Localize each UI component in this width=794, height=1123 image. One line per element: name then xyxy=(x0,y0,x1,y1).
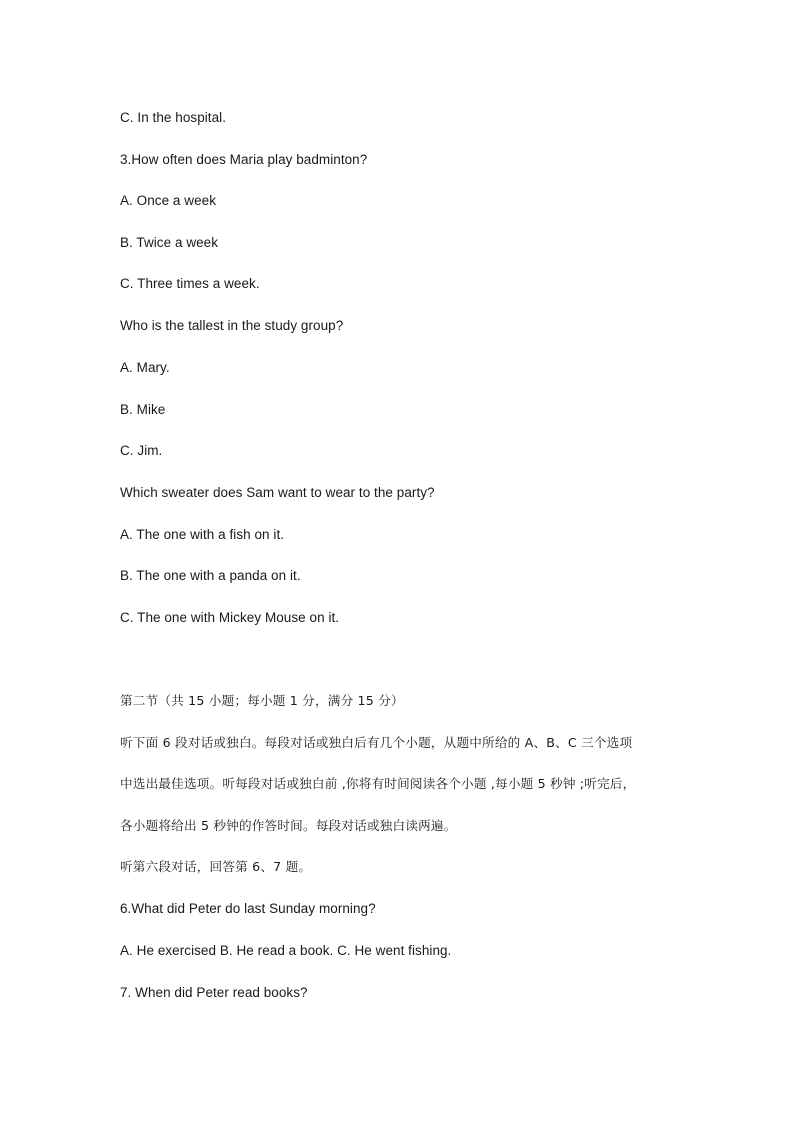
q5-question: Which sweater does Sam want to wear to the party? xyxy=(120,485,435,500)
q2-option-c: C. In the hospital. xyxy=(120,110,227,125)
q6-question: 6.What did Peter do last Sunday morning? xyxy=(120,901,376,916)
instructions-line-1: 听下面 6 段对话或独白。每段对话或独白后有几个小题，从题中所给的 A、B、C 三个选项 xyxy=(120,735,633,750)
q5-option-c: C. The one with Mickey Mouse on it. xyxy=(120,610,340,625)
q3-option-b: B. Twice a week xyxy=(120,235,219,250)
q5-option-a: A. The one with a fish on it. xyxy=(120,527,285,542)
q7-question: 7. When did Peter read books? xyxy=(120,985,308,1000)
q6-options: A. He exercised B. He read a book. C. He went fishing. xyxy=(120,943,452,958)
q5-option-b: B. The one with a panda on it. xyxy=(120,568,301,583)
q4-option-b: B. Mike xyxy=(120,402,166,417)
q3-option-a: A. Once a week xyxy=(120,193,216,208)
q4-option-a: A. Mary. xyxy=(120,360,170,375)
q3-question: 3.How often does Maria play badminton? xyxy=(120,152,368,167)
section-two-heading: 第二节（共 15 小题；每小题 1 分，满分 15 分） xyxy=(120,693,404,708)
dialogue-intro: 听第六段对话，回答第 6、7 题。 xyxy=(120,859,312,874)
q3-option-c: C. Three times a week. xyxy=(120,276,260,291)
instructions-line-3: 各小题将给出 5 秒钟的作答时间。每段对话或独白读两遍。 xyxy=(120,818,457,833)
q4-option-c: C. Jim. xyxy=(120,443,163,458)
q4-question: Who is the tallest in the study group? xyxy=(120,318,344,333)
instructions-line-2: 中选出最佳选项。听每段对话或独白前 ,你将有时间阅读各个小题 ,每小题 5 秒钟 ;听完后， xyxy=(120,776,636,791)
